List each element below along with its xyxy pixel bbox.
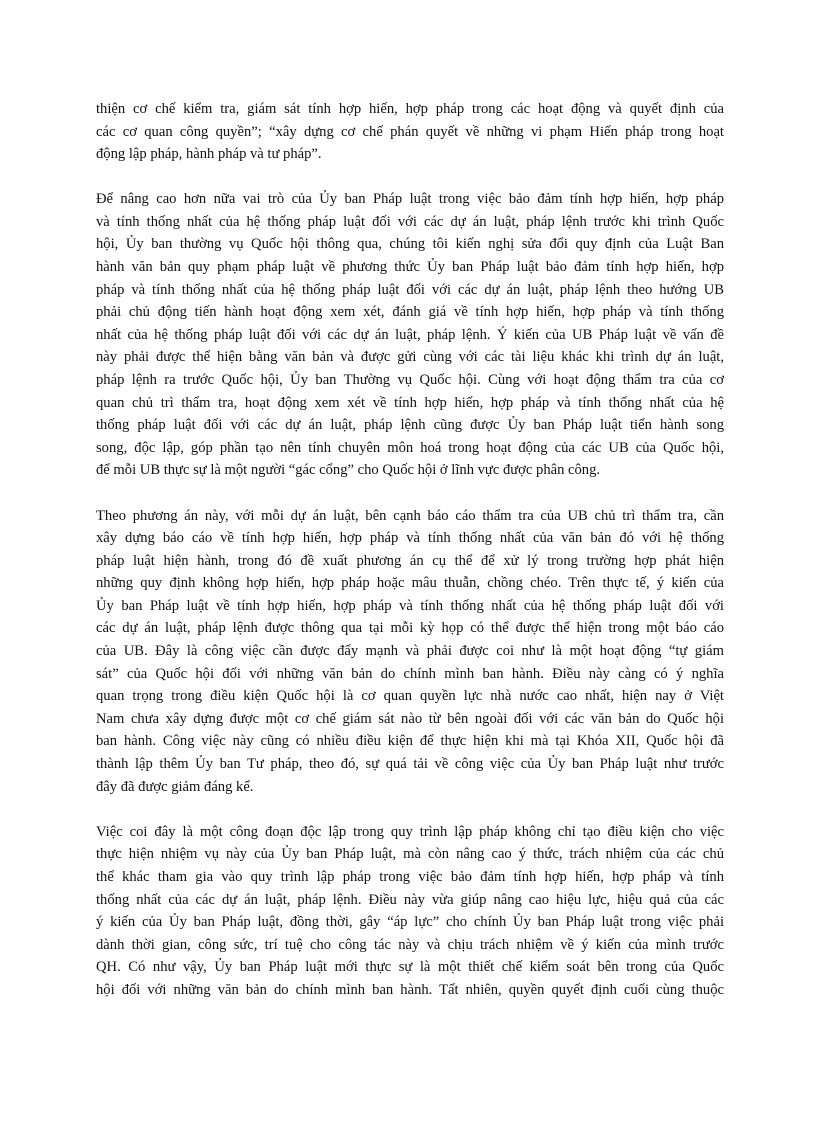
text-line: pháp luật hiện hành, trong đó đề xuất phương án cụ thể để xử lý trong trường hợp phát hiện: [96, 552, 724, 569]
paragraph-2: [96, 188, 724, 482]
text-line: Theo phương án này, với mỗi dự án luật, bên cạnh báo cáo thẩm tra của UB chủ trì thẩm tra, cần: [96, 507, 724, 524]
paragraph-1: [96, 98, 724, 166]
text-line: nhất của hệ thống pháp luật đối với các dự án luật, pháp lệnh. Ý kiến của UB Pháp luật về vấn đề: [96, 326, 724, 343]
text-line: Nam chưa xây dựng được một cơ chế giám sát nào từ bên ngoài đối với các văn bản do Quốc hội: [96, 710, 724, 727]
text-line: song, độc lập, góp phần tạo nên tính chuyên môn hoá trong hoạt động của các UB của Quốc hội,: [96, 439, 724, 456]
text-line: Ủy ban Pháp luật về tính hợp hiến, hợp pháp và tính thống nhất của hệ thống pháp luật đối với: [96, 597, 724, 614]
text-line: này phải được thể hiện bằng văn bản và được gửi cùng với các tài liệu khác khi trình dự án luật,: [96, 349, 724, 366]
text-line: sát” của Quốc hội đối với những văn bản do chính mình ban hành. Điều này càng có ý nghĩa: [96, 665, 724, 682]
text-line: thiện cơ chế kiểm tra, giám sát tính hợp hiến, hợp pháp trong các hoạt động và quyết định của: [96, 101, 724, 117]
text-line: động lập pháp, hành pháp và tư pháp”.: [96, 146, 322, 163]
text-line: thành lập thêm Ủy ban Tư pháp, theo đó, sự quá tải về công việc của Ủy ban Pháp luật như trước: [96, 756, 724, 773]
text-line: của UB. Đây là công việc cần được đẩy mạnh và phải được coi như là một hoạt động “tự giám: [96, 643, 724, 660]
text-line: xây dựng báo cáo về tính hợp hiến, hợp pháp và tính thống nhất của văn bản đó với hệ thống: [96, 530, 724, 547]
text-line: Việc coi đây là một công đoạn độc lập trong quy trình lập pháp không chỉ tạo điều kiện cho việc: [96, 823, 724, 840]
text-line: những quy định không hợp hiến, hợp pháp hoặc mâu thuẫn, chồng chéo. Trên thực tế, ý kiến của: [96, 575, 724, 592]
text-line: dành thời gian, công sức, trí tuệ cho công tác này và chịu trách nhiệm về ý kiến của mình trước: [96, 936, 724, 953]
text-line: các dự án luật, pháp lệnh được thông qua tại mỗi kỳ họp có thể được thể hiện trong một báo cáo: [96, 620, 724, 637]
text-line: pháp và tính thống nhất của hệ thống pháp luật đối với các dự án luật, pháp lệnh theo hướng UB: [96, 281, 724, 298]
text-line: thực hiện nhiệm vụ này của Ủy ban Pháp luật, mà còn nâng cao ý thức, trách nhiệm của các chủ: [96, 846, 724, 863]
text-line: ý kiến của Ủy ban Pháp luật, đồng thời, gây “áp lực” cho chính Ủy ban Pháp luật trong việc phải: [96, 914, 724, 931]
text-line: QH. Có như vậy, Ủy ban Pháp luật mới thực sự là một thiết chế kiểm soát bên trong của Quốc: [96, 959, 724, 976]
text-line: ban hành. Công việc này cũng có nhiều điều kiện để thực hiện khi mà tại Khóa XII, Quốc hội đã: [96, 733, 724, 750]
text-line: thống nhất của các dự án luật, pháp lệnh. Điều này vừa giúp nâng cao hiệu lực, hiệu quả của các: [96, 891, 724, 908]
paragraph-4: [96, 821, 724, 1002]
paragraph-3: [96, 505, 724, 799]
document-page: [96, 98, 724, 1024]
text-line: và tính thống nhất của hệ thống pháp luật đối với các dự án luật, pháp lệnh trước khi trình Quốc: [96, 213, 724, 230]
text-line: hội, Ủy ban thường vụ Quốc hội thông qua, chúng tôi kiến nghị sửa đổi quy định của Luật Ban: [96, 236, 724, 253]
text-line: thể khác tham gia vào quy trình lập pháp trong việc bảo đảm tính hợp hiến, hợp pháp và tính: [96, 868, 724, 885]
text-line: hành văn bản quy phạm pháp luật về phương thức Ủy ban Pháp luật bảo đảm tính hợp hiến, hợp: [96, 259, 724, 276]
text-line: Để nâng cao hơn nữa vai trò của Ủy ban Pháp luật trong việc bảo đảm tính hợp hiến, hợp pháp: [96, 191, 724, 208]
text-line: phải chủ động tiến hành hoạt động xem xét, đánh giá về tính hợp hiến, hợp pháp và tính thống: [96, 304, 724, 321]
text-line: quan chủ trì thẩm tra, hoạt động xem xét về tính hợp hiến, hợp pháp và tính thống nhất của hệ: [96, 394, 724, 411]
text-line: đây đã được giảm đáng kể.: [96, 778, 254, 795]
text-line: pháp lệnh ra trước Quốc hội, Ủy ban Thường vụ Quốc hội. Cùng với hoạt động thẩm tra của cơ: [96, 372, 724, 389]
text-line: để mỗi UB thực sự là một người “gác cổng” cho Quốc hội ở lĩnh vực được phân công.: [96, 462, 601, 479]
text-line: hội đối với những văn bản do chính mình ban hành. Tất nhiên, quyền quyết định cuối cùng thuộc: [96, 981, 724, 998]
text-line: thống pháp luật đối với các dự án luật, pháp lệnh cũng được Ủy ban Pháp luật tiến hành song: [96, 417, 724, 434]
text-line: các cơ quan công quyền”; “xây dựng cơ chế phán quyết về những vi phạm Hiến pháp trong hoạt: [96, 123, 724, 140]
text-line: quan trọng trong điều kiện Quốc hội là cơ quan quyền lực nhà nước cao nhất, hiện nay ở Việt: [96, 688, 724, 705]
